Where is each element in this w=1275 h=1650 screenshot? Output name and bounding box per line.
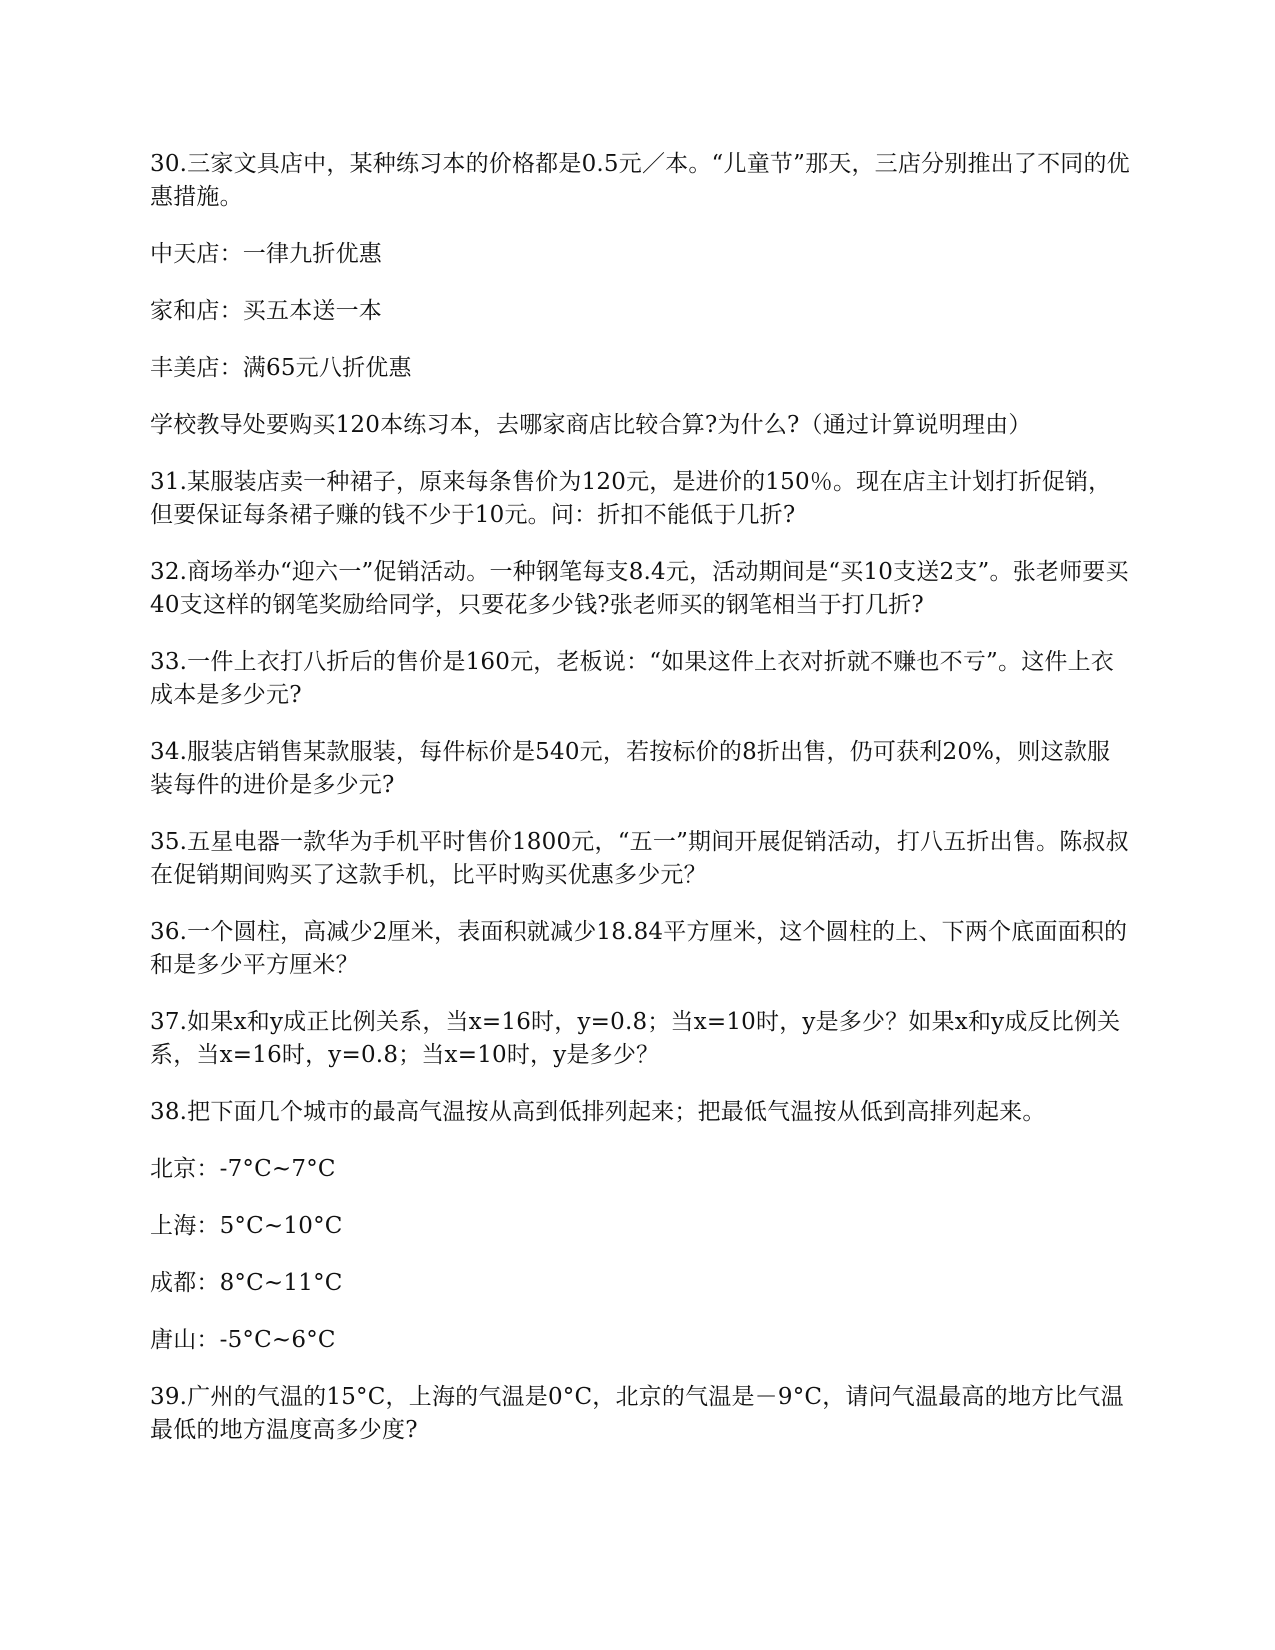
city-temp-shanghai: 上海：5°C~10°C xyxy=(150,1213,343,1239)
store-option-jiahe: 家和店：买五本送一本 xyxy=(150,298,382,324)
problem-39-text: 39.广州的气温的15°C，上海的气温是0°C，北京的气温是－9°C，请问气温最高的地方比气温最低的地方温度高多少度? xyxy=(150,1384,1124,1443)
problem-31-text: 31.某服装店卖一种裙子，原来每条售价为120元，是进价的150％。现在店主计划打折促销，但要保证每条裙子赚的钱不少于10元。问：折扣不能低于几折? xyxy=(150,469,1112,528)
problem-34-text: 34.服装店销售某款服装，每件标价是540元，若按标价的8折出售，仍可获利20%，则这款服装每件的进价是多少元? xyxy=(150,739,1111,798)
problem-35-text: 35.五星电器一款华为手机平时售价1800元，“五一”期间开展促销活动，打八五折出售。陈叔叔在促销期间购买了这款手机，比平时购买优惠多少元？ xyxy=(150,829,1129,888)
problem-33-text: 33.一件上衣打八折后的售价是160元，老板说：“如果这件上衣对折就不赚也不亏”。这件上衣成本是多少元? xyxy=(150,649,1114,708)
problem-37-text: 37.如果x和y成正比例关系，当x=16时，y=0.8；当x=10时，y是多少？如果x和y成反比例关系，当x=16时，y=0.8；当x=10时，y是多少？ xyxy=(150,1009,1121,1068)
document-body xyxy=(150,148,1130,1471)
store-option-zhongtian: 中天店：一律九折优惠 xyxy=(150,241,382,267)
store-option-fengmei: 丰美店：满65元八折优惠 xyxy=(150,355,412,381)
problem-30-question: 学校教导处要购买120本练习本，去哪家商店比较合算?为什么?（通过计算说明理由） xyxy=(150,412,1032,438)
problem-38-text: 38.把下面几个城市的最高气温按从高到低排列起来；把最低气温按从低到高排列起来。 xyxy=(150,1099,1046,1125)
city-temp-tangshan: 唐山：-5°C~6°C xyxy=(150,1327,336,1353)
problem-36-text: 36.一个圆柱，高减少2厘米，表面积就减少18.84平方厘米，这个圆柱的上、下两个底面面积的和是多少平方厘米？ xyxy=(150,919,1128,978)
city-temp-chengdu: 成都：8°C~11°C xyxy=(150,1270,343,1296)
city-temp-beijing: 北京：-7°C~7°C xyxy=(150,1156,336,1182)
problem-30-text: 30.三家文具店中，某种练习本的价格都是0.5元／本。“儿童节”那天，三店分别推出了不同的优惠措施。 xyxy=(150,151,1130,210)
problem-32-text: 32.商场举办“迎六一”促销活动。一种钢笔每支8.4元，活动期间是“买10支送2支”。张老师要买40支这样的钢笔奖励给同学，只要花多少钱?张老师买的钢笔相当于打几折? xyxy=(150,559,1129,618)
